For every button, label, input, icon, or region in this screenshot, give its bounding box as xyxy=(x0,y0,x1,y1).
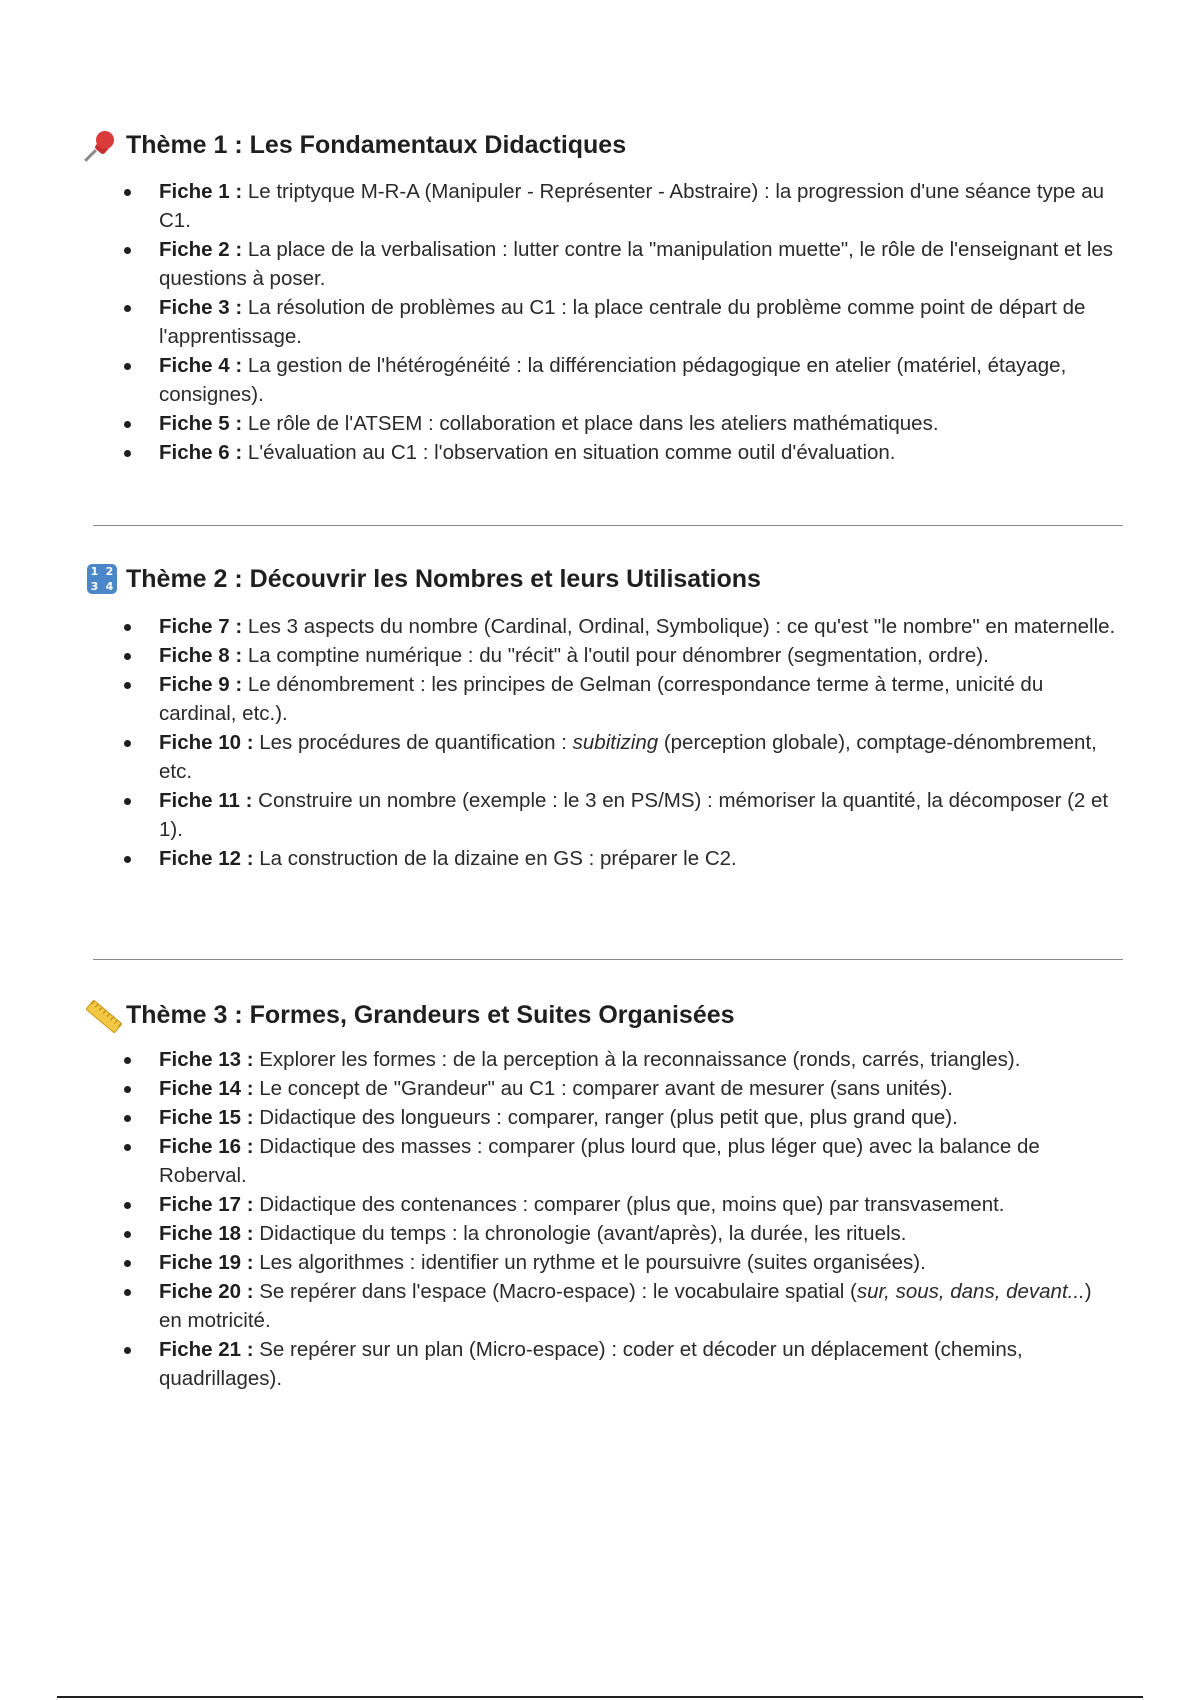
fiche-item xyxy=(86,1045,1126,1074)
fiche-item xyxy=(86,612,1126,641)
fiche-label: Fiche 13 : xyxy=(159,1048,254,1071)
fiche-text: La comptine numérique : du "récit" à l'outil pour dénombrer (segmentation, ordre). xyxy=(242,644,989,667)
fiche-label: Fiche 11 : xyxy=(159,789,253,812)
fiche-item xyxy=(86,1219,1126,1248)
input-numbers-icon: 1 2 3 4 xyxy=(86,563,118,595)
fiche-text: Didactique des masses : comparer (plus lourd que, plus léger que) avec la balance de Roberval. xyxy=(159,1135,1040,1187)
fiche-item xyxy=(86,670,1126,728)
theme-2-section xyxy=(86,561,1126,873)
fiche-text: La construction de la dizaine en GS : préparer le C2. xyxy=(253,847,737,870)
fiche-text: Construire un nombre (exemple : le 3 en PS/MS) : mémoriser la quantité, la décomposer (2 et 1). xyxy=(159,789,1109,841)
bullet-icon xyxy=(124,740,131,747)
bullet-icon xyxy=(124,856,131,863)
fiche-item xyxy=(86,1190,1126,1219)
fiche-text: Didactique du temps : la chronologie (avant/après), la durée, les rituels. xyxy=(253,1222,907,1245)
bullet-icon xyxy=(124,1289,131,1296)
bullet-icon xyxy=(124,363,131,370)
fiche-label: Fiche 9 : xyxy=(159,673,243,696)
fiche-item xyxy=(86,438,1126,467)
fiche-label: Fiche 21 : xyxy=(159,1338,254,1361)
bullet-icon xyxy=(124,798,131,805)
section-divider xyxy=(93,959,1123,960)
fiche-text: (perception globale), comptage-dénombrement, etc. xyxy=(159,731,1097,783)
fiche-text: ) en motricité. xyxy=(159,1280,1092,1332)
fiche-label: Fiche 20 : xyxy=(159,1280,254,1303)
fiche-item xyxy=(86,786,1126,844)
bullet-icon xyxy=(124,1144,131,1151)
bullet-icon xyxy=(124,421,131,428)
fiche-label: Fiche 19 : xyxy=(159,1251,254,1274)
theme-3-heading xyxy=(86,997,1126,1033)
theme-2-heading xyxy=(86,561,1126,597)
fiche-label: Fiche 7 : xyxy=(159,615,243,638)
fiche-label: Fiche 18 : xyxy=(159,1222,254,1245)
page-bottom-rule xyxy=(57,1696,1143,1698)
bullet-icon xyxy=(124,624,131,631)
fiche-text: Didactique des longueurs : comparer, ranger (plus petit que, plus grand que). xyxy=(253,1106,958,1129)
bullet-icon xyxy=(124,1057,131,1064)
fiche-item xyxy=(86,1074,1126,1103)
bullet-icon xyxy=(124,1202,131,1209)
fiche-text: Les procédures de quantification : xyxy=(253,731,573,754)
bullet-icon xyxy=(124,653,131,660)
fiche-item xyxy=(86,728,1126,786)
fiche-emphasis-text: subitizing xyxy=(572,731,659,754)
fiche-text: Les algorithmes : identifier un rythme et le poursuivre (suites organisées). xyxy=(253,1251,926,1274)
bullet-icon xyxy=(124,450,131,457)
fiche-text: Le triptyque M-R-A (Manipuler - Représenter - Abstraire) : la progression d'une séance type au C1. xyxy=(159,180,1105,232)
fiche-text: Se repérer sur un plan (Micro-espace) : coder et décoder un déplacement (chemins, quadrillages). xyxy=(159,1338,1023,1390)
theme-1-title: Thème 1 : Les Fondamentaux Didactiques xyxy=(126,130,627,159)
fiche-label: Fiche 2 : xyxy=(159,238,243,261)
bullet-icon xyxy=(124,1260,131,1267)
fiche-item xyxy=(86,1132,1126,1190)
fiche-item xyxy=(86,235,1126,293)
bullet-icon xyxy=(124,1231,131,1238)
fiche-item xyxy=(86,1335,1126,1393)
fiche-label: Fiche 4 : xyxy=(159,354,243,377)
fiche-text: Se repérer dans l'espace (Macro-espace) : le vocabulaire spatial ( xyxy=(253,1280,857,1303)
fiche-text: Le dénombrement : les principes de Gelman (correspondance terme à terme, unicité du cardinal, etc.). xyxy=(159,673,1044,725)
theme-1-fiche-list xyxy=(86,177,1126,467)
theme-3-title: Thème 3 : Formes, Grandeurs et Suites Organisées xyxy=(126,1000,735,1029)
fiche-text: Les 3 aspects du nombre (Cardinal, Ordinal, Symbolique) : ce qu'est "le nombre" en maternelle. xyxy=(242,615,1116,638)
fiche-label: Fiche 14 : xyxy=(159,1077,254,1100)
fiche-label: Fiche 6 : xyxy=(159,441,243,464)
theme-1-heading xyxy=(86,127,1126,163)
fiche-item xyxy=(86,1248,1126,1277)
fiche-text: La gestion de l'hétérogénéité : la différenciation pédagogique en atelier (matériel, étayage, consignes). xyxy=(159,354,1067,406)
fiche-text: Didactique des contenances : comparer (plus que, moins que) par transvasement. xyxy=(253,1193,1005,1216)
fiche-text: La résolution de problèmes au C1 : la place centrale du problème comme point de départ de l'apprentissage. xyxy=(159,296,1086,348)
bullet-icon xyxy=(124,682,131,689)
bullet-icon xyxy=(124,1086,131,1093)
fiche-item xyxy=(86,1103,1126,1132)
fiche-label: Fiche 15 : xyxy=(159,1106,254,1129)
theme-2-fiche-list xyxy=(86,612,1126,873)
fiche-text: Le concept de "Grandeur" au C1 : comparer avant de mesurer (sans unités). xyxy=(253,1077,953,1100)
fiche-label: Fiche 12 : xyxy=(159,847,254,870)
fiche-emphasis-text: sur, sous, dans, devant... xyxy=(856,1280,1085,1303)
fiche-item xyxy=(86,641,1126,670)
fiche-text: L'évaluation au C1 : l'observation en situation comme outil d'évaluation. xyxy=(242,441,896,464)
fiche-label: Fiche 3 : xyxy=(159,296,243,319)
fiche-text: La place de la verbalisation : lutter contre la "manipulation muette", le rôle de l'enseignant et les questions à poser. xyxy=(159,238,1114,290)
fiche-item xyxy=(86,177,1126,235)
fiche-label: Fiche 1 : xyxy=(159,180,243,203)
fiche-label: Fiche 10 : xyxy=(159,731,254,754)
bullet-icon xyxy=(124,1347,131,1354)
fiche-item xyxy=(86,1277,1126,1335)
fiche-label: Fiche 17 : xyxy=(159,1193,254,1216)
straight-ruler-icon xyxy=(86,999,118,1031)
theme-1-section xyxy=(86,127,1126,467)
bullet-icon xyxy=(124,305,131,312)
fiche-item xyxy=(86,293,1126,351)
section-divider xyxy=(93,525,1123,526)
bullet-icon xyxy=(124,1115,131,1122)
bullet-icon xyxy=(124,247,131,254)
fiche-label: Fiche 8 : xyxy=(159,644,243,667)
fiche-item xyxy=(86,351,1126,409)
fiche-text: Explorer les formes : de la perception à la reconnaissance (ronds, carrés, triangles). xyxy=(253,1048,1021,1071)
fiche-item xyxy=(86,409,1126,438)
fiche-item xyxy=(86,844,1126,873)
fiche-text: Le rôle de l'ATSEM : collaboration et place dans les ateliers mathématiques. xyxy=(242,412,939,435)
theme-3-section xyxy=(86,997,1126,1393)
pushpin-icon xyxy=(86,129,118,161)
fiche-label: Fiche 16 : xyxy=(159,1135,254,1158)
bullet-icon xyxy=(124,189,131,196)
theme-2-title: Thème 2 : Découvrir les Nombres et leurs Utilisations xyxy=(126,564,761,593)
fiche-label: Fiche 5 : xyxy=(159,412,243,435)
theme-3-fiche-list xyxy=(86,1045,1126,1393)
